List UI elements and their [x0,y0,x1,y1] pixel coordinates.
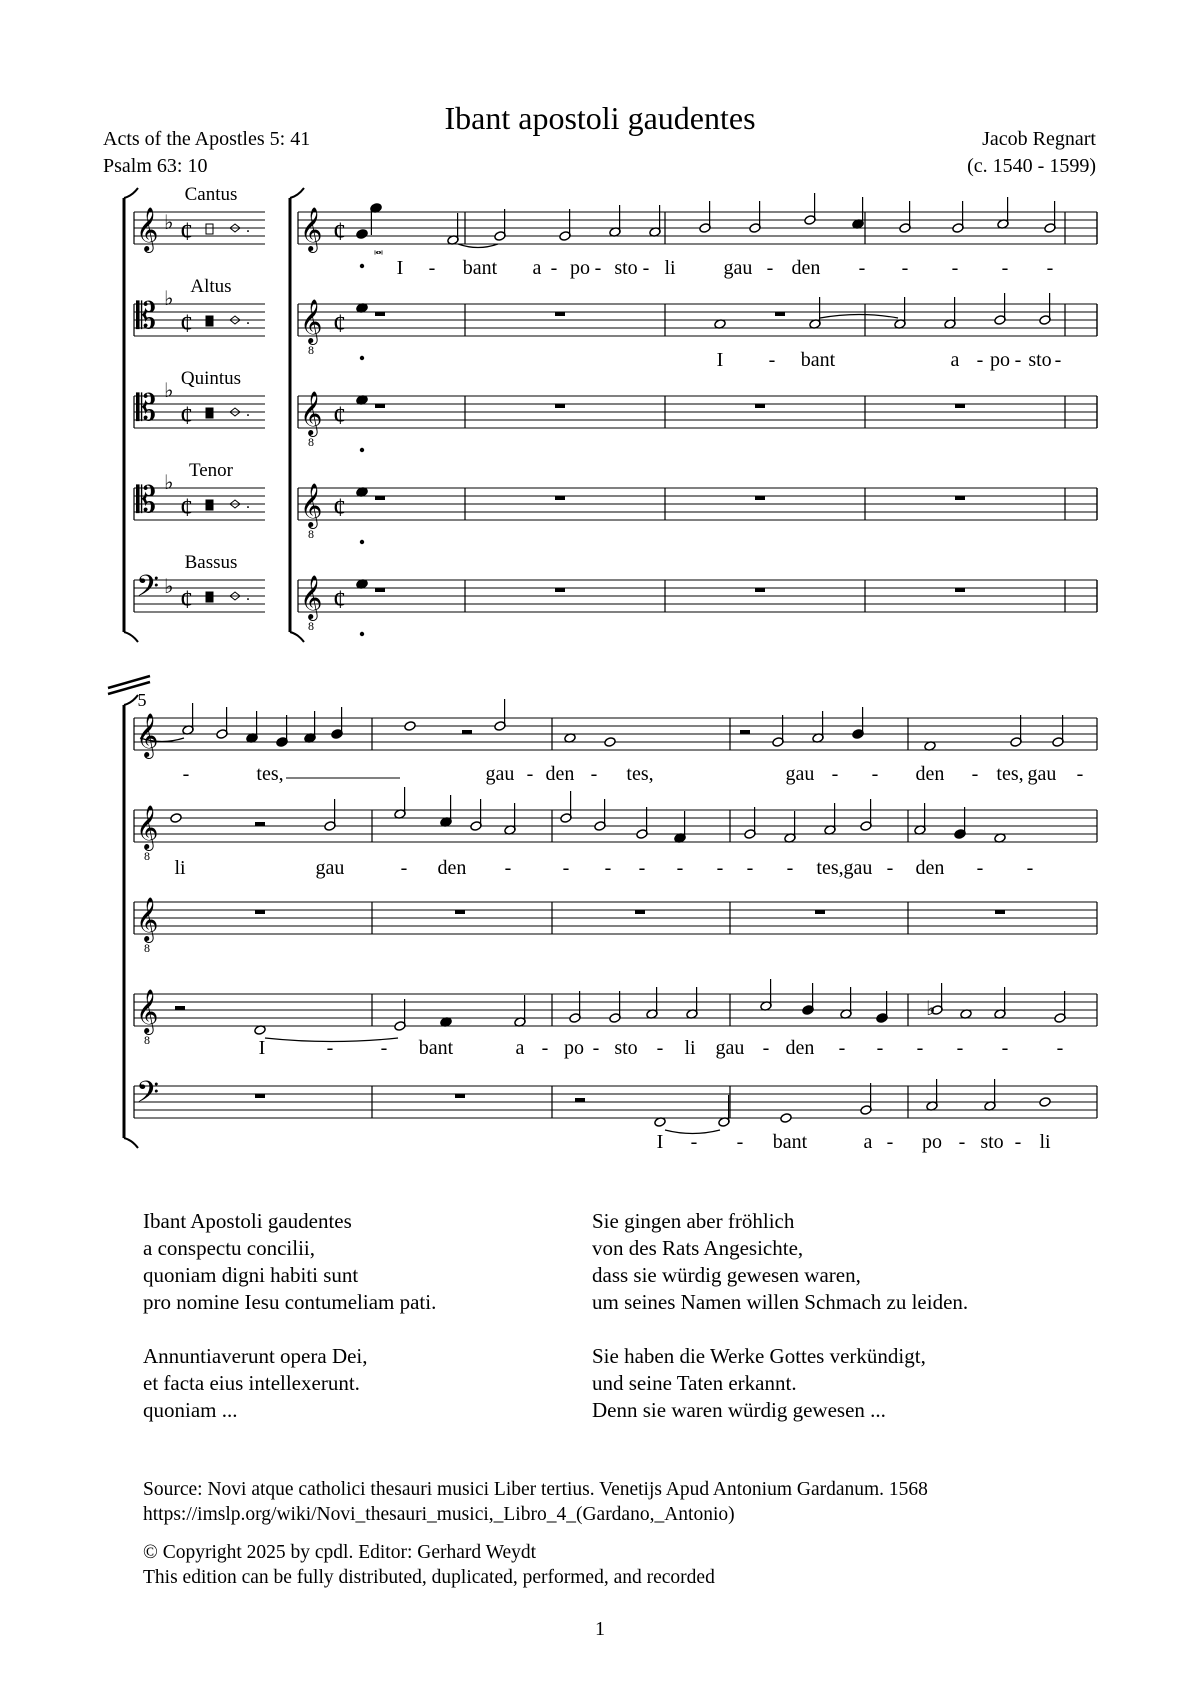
lyric-cantus: a [532,257,542,279]
text-line: Denn sie waren würdig gewesen ... [592,1398,886,1422]
lyric-bassus: - [1014,1131,1022,1153]
lyric-bassus: bant [772,1131,808,1153]
note [952,201,964,233]
note [276,715,288,747]
note [674,811,686,843]
lyric-tenor: den [785,1037,815,1059]
rest [555,404,565,408]
lyric-tenor: I [258,1037,266,1059]
notehead [1039,1097,1051,1108]
rest [462,730,472,734]
note [876,991,888,1023]
cut-time-icon: ¢ [333,401,346,430]
note [559,209,571,241]
lyric-cantus: po [570,257,590,279]
note [852,707,864,739]
note [804,193,816,225]
lyric-altus: a [950,349,960,371]
notehead [404,721,416,732]
lyric-tenor: - [656,1037,664,1059]
lyric-tenor: - [762,1037,770,1059]
tie [820,315,898,319]
rest [555,312,565,316]
lyric-cantus: - [1001,257,1009,279]
note [840,987,852,1019]
note [984,1079,996,1111]
cut-time-icon: ¢ [180,585,193,614]
lyric-tenor: bant [418,1037,454,1059]
lyric-altus: - [768,349,776,371]
note [470,799,482,831]
lyric-cantus: - [951,257,959,279]
note [994,987,1006,1019]
note [1039,1097,1051,1108]
flat-icon: ♭ [164,212,174,234]
lyric-bassus: I [656,1131,664,1153]
staff [298,396,1097,428]
lyric-altus: - [716,857,724,879]
lyric-altus: bant [800,349,836,371]
note [1039,293,1051,325]
incipit-note [206,500,213,510]
g-clef-icon: 𝄞 [300,391,323,435]
note [1044,201,1056,233]
note [370,203,382,235]
lyric-bassus: li [1039,1131,1051,1153]
octave-mark: 8 [144,941,150,955]
lyric-altus: - [976,349,984,371]
lyric-cantus: - [594,257,602,279]
note [812,711,824,743]
rest [635,910,645,914]
note [894,297,906,329]
dot: . [246,311,250,328]
lyric-cantus: - [871,763,879,785]
measure-number: 5 [137,690,147,710]
notehead [604,737,616,748]
cut-time-icon: ¢ [333,217,346,246]
lyric-cantus: - [182,763,190,785]
breve-mark: 𝅜 [374,241,384,258]
rest [175,1006,185,1010]
text-line: pro nomine Iesu contumeliam pati. [143,1290,437,1314]
lyric-altus: - [886,857,894,879]
note [246,711,258,743]
octave-mark: 8 [308,343,314,357]
voice-label-bassus: Bassus [184,552,238,573]
staff [134,810,1097,842]
ambitus-dot [360,448,364,452]
octave-mark: 8 [308,619,314,633]
note [1010,715,1022,747]
rest [555,496,565,500]
ambitus-dot [360,540,364,544]
lyric-tenor: - [876,1037,884,1059]
note [216,707,228,739]
lyric-tenor: - [1001,1037,1009,1059]
text-line: Sie gingen aber fröhlich [592,1209,795,1233]
rest [255,910,265,914]
text-line: quoniam digni habiti sunt [143,1263,359,1287]
lyric-altus: - [1026,857,1034,879]
lyric-altus: sto [1028,349,1052,371]
note [404,721,416,732]
german-stanza-1 [592,1208,968,1316]
lyric-tenor: gau [715,1037,745,1059]
lyric-cantus: - [590,763,598,785]
octave-mark: 8 [144,1033,150,1047]
note [699,201,711,233]
dot: . [246,587,250,604]
octave-mark: 8 [308,435,314,449]
lyric-cantus: - [428,257,436,279]
note [440,795,452,827]
lyric-cantus: - [1076,763,1084,785]
lyric-altus: tes, [816,857,844,879]
lyric-altus: gau [315,857,345,879]
lyric-cantus: - [642,257,650,279]
rest [815,910,825,914]
lyric-bassus: - [958,1131,966,1153]
source-citation: Source: Novi atque catholici thesauri musici Liber tertius. Venetijs Apud Antonium Gardanum. 1568 [143,1479,928,1500]
rest [755,588,765,592]
license-text: This edition can be fully distributed, duplicated, performed, and recorded [143,1567,715,1588]
note [494,699,506,731]
lyric-bassus: po [922,1131,942,1153]
lyric-cantus: - [766,257,774,279]
lyric-cantus: I [396,257,404,279]
german-stanza-2 [592,1343,968,1424]
lyric-tenor: - [916,1037,924,1059]
cut-time-icon: ¢ [333,585,346,614]
note [860,799,872,831]
g-clef-icon: 𝄞 [136,713,159,757]
lyric-tenor: li [684,1037,696,1059]
note [646,987,658,1019]
cut-time-icon: ¢ [180,309,193,338]
text-line: dass sie würdig gewesen waren, [592,1263,861,1287]
text-line: a conspectu concilii, [143,1236,316,1260]
rest [575,1098,585,1102]
rest [375,496,385,500]
ambitus-dot [360,632,364,636]
staff [298,488,1097,520]
text-line: um seines Namen willen Schmach zu leiden. [592,1290,969,1314]
lyric-altus: gau [843,857,873,879]
text-line: Sie haben die Werke Gottes verkündigt, [592,1344,926,1368]
incipit-note [206,592,213,602]
note [609,991,621,1023]
lyric-cantus: gau [485,763,515,785]
lyric-altus: den [915,857,945,879]
g-clef-icon: 𝄞 [300,483,323,527]
octave-mark: 8 [144,849,150,863]
copyright-text: © Copyright 2025 by cpdl. Editor: Gerhard Weydt [143,1542,537,1563]
staff [298,212,1097,244]
note [324,799,336,831]
cut-time-icon: ¢ [180,401,193,430]
cut-time-icon: ¢ [333,309,346,338]
composer-name: Jacob Regnart [982,128,1096,150]
notehead [170,813,182,824]
page-title: Ibant apostoli gaudentes [444,100,756,136]
voice-label-cantus: Cantus [184,184,238,205]
note [1054,991,1066,1023]
rest [995,910,1005,914]
text-line: und seine Taten erkannt. [592,1371,797,1395]
lyric-cantus: - [550,257,558,279]
latin-stanza-1 [143,1208,436,1316]
note [718,1095,730,1127]
ambitus-dot [360,356,364,360]
lyric-altus: po [990,349,1010,371]
dot: . [246,495,250,512]
lyric-tenor: - [380,1037,388,1059]
lyric-altus: - [604,857,612,879]
note [809,297,821,329]
lyric-altus: - [746,857,754,879]
staff [298,580,1097,612]
rest [375,312,385,316]
note [356,229,368,240]
lyric-tenor: - [541,1037,549,1059]
g-clef-icon: 𝄞 [300,299,323,343]
note [560,791,572,823]
lyric-altus: - [976,857,984,879]
scripture-ref-acts: Acts of the Apostles 5: 41 [103,128,311,150]
note [594,799,606,831]
note [954,807,966,839]
system-1 [124,184,1097,642]
lyric-cantus: - [831,763,839,785]
composer-dates: (c. 1540 - 1599) [967,155,1096,177]
note [514,995,526,1027]
lyric-tenor: - [838,1037,846,1059]
lyric-altus: - [676,857,684,879]
lyric-cantus: tes, [256,763,284,785]
lyric-cantus: - [858,257,866,279]
german-text [592,1208,968,1451]
note [914,803,926,835]
lyric-cantus: gau [785,763,815,785]
latin-text [143,1208,436,1451]
c-clef-icon: 𝄡 [136,480,157,521]
rest [555,588,565,592]
note [802,983,814,1015]
text-line: quoniam ... [143,1398,238,1422]
source-url: https://imslp.org/wiki/Novi_thesauri_musici,_Libro_4_(Gardano,_Antonio) [143,1504,735,1525]
g-clef-icon: 𝄞 [300,207,323,251]
note [899,201,911,233]
lyric-altus: - [400,857,408,879]
lyric-cantus: den [791,257,821,279]
lyric-tenor: - [326,1037,334,1059]
lyric-bassus: - [690,1131,698,1153]
cut-time-icon: ¢ [180,217,193,246]
note [824,803,836,835]
note [331,707,343,739]
lyric-tenor: - [956,1037,964,1059]
rest [740,730,750,734]
note [182,703,194,735]
note [760,979,772,1011]
lyric-altus: - [504,857,512,879]
rest [955,496,965,500]
text-line: Annuntiaverunt opera Dei, [143,1344,368,1368]
lyric-cantus: - [901,257,909,279]
c-clef-icon: 𝄡 [136,296,157,337]
note [852,197,864,229]
lyric-altus: li [174,857,186,879]
note [772,715,784,747]
note [926,1079,938,1111]
lyric-bassus: sto [980,1131,1004,1153]
staff [134,902,1097,934]
note [504,803,516,835]
source-note [143,1477,928,1527]
note [636,807,648,839]
cut-time-icon: ¢ [333,493,346,522]
scripture-ref-psalm: Psalm 63: 10 [103,155,208,177]
rest [375,404,385,408]
system-2 [108,676,1097,1153]
note [170,813,182,824]
note [649,205,661,237]
lyric-altus: - [638,857,646,879]
lyric-cantus: tes, [626,763,654,785]
flat-icon: ♭ [164,472,174,494]
lyric-cantus: - [971,763,979,785]
note [944,297,956,329]
note [569,991,581,1023]
note [997,197,1009,229]
flat-icon: ♭ [164,576,174,598]
rest [955,588,965,592]
lyric-bassus: - [736,1131,744,1153]
note [394,999,406,1031]
flat-icon: ♭ [164,288,174,310]
page-number: 1 [595,1618,605,1640]
rest [375,588,385,592]
note [494,209,506,241]
note [447,213,459,245]
lyric-tenor: - [1056,1037,1064,1059]
voice-label-quintus: Quintus [180,368,242,389]
note [609,205,621,237]
rest [255,1094,265,1098]
f-clef-icon: 𝄢 [136,1076,160,1117]
flat-icon: ♭ [164,380,174,402]
g-clef-icon: 𝄞 [136,989,159,1033]
note [749,201,761,233]
rest [755,496,765,500]
lyric-bassus: a [863,1131,873,1153]
lyric-cantus: den [545,763,575,785]
lyric-altus: den [437,857,467,879]
ambitus-dot [360,264,364,268]
voice-label-altus: Altus [190,276,232,297]
g-clef-icon: 𝄞 [300,575,323,619]
lyric-cantus: bant [462,257,498,279]
note [604,737,616,748]
rest [255,822,265,826]
incipit-note [206,408,213,418]
flat-icon: ♭ [926,998,936,1020]
lyric-cantus: den [915,763,945,785]
rest [455,1094,465,1098]
incipit-note [206,316,213,326]
g-clef-icon: 𝄞 [136,897,159,941]
dot: . [246,403,250,420]
notehead [356,229,368,240]
text-line: et facta eius intellexerunt. [143,1371,360,1395]
note [394,787,406,819]
lyric-tenor: a [515,1037,525,1059]
lyric-altus: - [1014,349,1022,371]
cut-time-icon: ¢ [180,493,193,522]
note [994,293,1006,325]
lyric-tenor: sto [614,1037,638,1059]
note [1052,715,1064,747]
lyric-cantus: gau [723,257,753,279]
staff [298,304,1097,336]
lyric-tenor: - [592,1037,600,1059]
dot: . [246,219,250,236]
latin-stanza-2 [143,1343,436,1424]
notehead [780,1113,792,1124]
note [860,1083,872,1115]
lyric-cantus: sto [614,257,638,279]
rest [755,404,765,408]
lyric-cantus: - [1046,257,1054,279]
incipit-note [206,224,213,234]
voice-label-tenor: Tenor [188,460,234,481]
text-line: von des Rats Angesichte, [592,1236,804,1260]
lyric-altus: - [1054,349,1062,371]
note [780,1113,792,1124]
note [304,711,316,743]
lyric-cantus: - [526,763,534,785]
lyric-cantus: gau [1027,763,1057,785]
g-clef-icon: 𝄞 [136,805,159,849]
rest [775,312,785,316]
g-clef-icon: 𝄞 [136,207,159,251]
f-clef-icon: 𝄢 [136,570,160,611]
note [744,807,756,839]
lyric-cantus: tes, [996,763,1024,785]
note [686,987,698,1019]
text-line: Ibant Apostoli gaudentes [143,1209,352,1233]
c-clef-icon: 𝄡 [136,388,157,429]
copyright-note [143,1540,715,1590]
rest [955,404,965,408]
note [784,811,796,843]
staff [134,1086,1097,1118]
lyric-altus: - [786,857,794,879]
lyric-altus: - [562,857,570,879]
octave-mark: 8 [308,527,314,541]
rest [455,910,465,914]
lyric-bassus: - [886,1131,894,1153]
lyric-cantus: li [664,257,676,279]
lyric-tenor: po [564,1037,584,1059]
lyric-altus: I [716,349,724,371]
